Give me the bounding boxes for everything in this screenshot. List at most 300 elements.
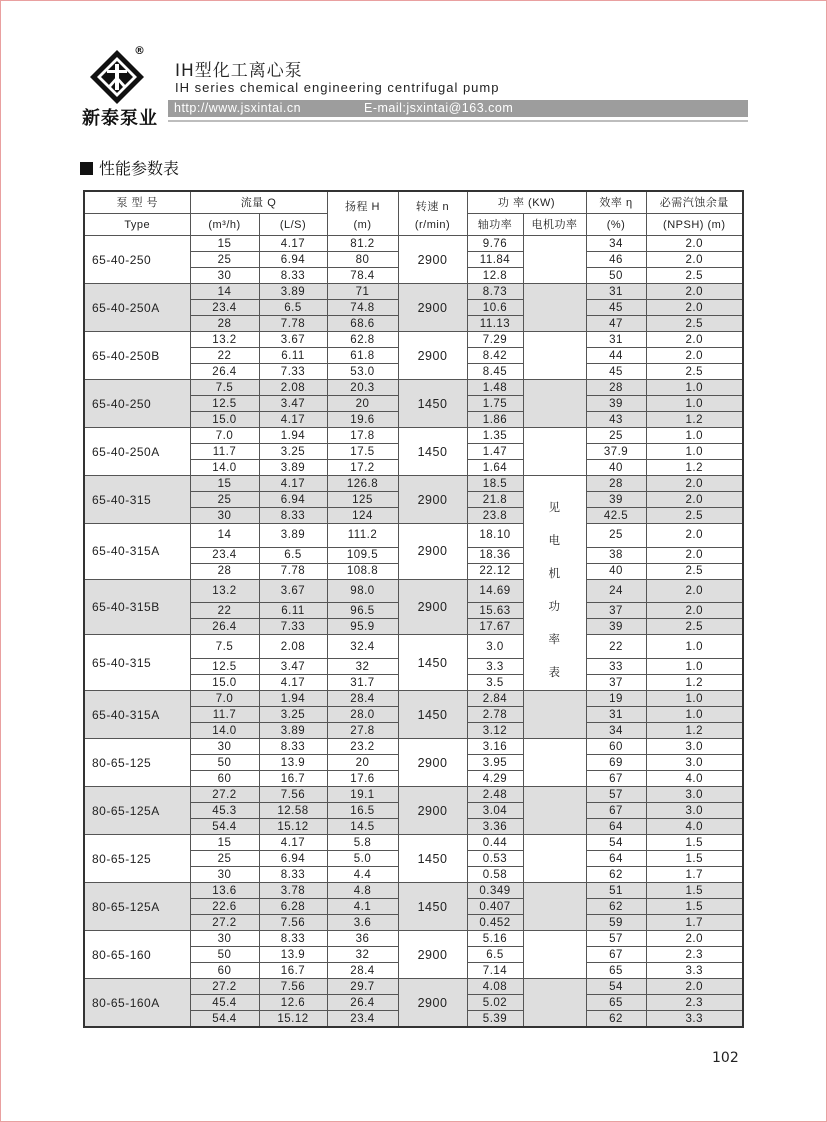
flow-m3h-cell: 30 — [190, 268, 259, 284]
model-cell: 65-40-315B — [84, 579, 190, 635]
speed-cell: 1450 — [398, 691, 467, 739]
header-type-cn: 泵 型 号 — [84, 191, 190, 214]
efficiency-cell: 25 — [586, 524, 646, 548]
flow-m3h-cell: 27.2 — [190, 979, 259, 995]
flow-m3h-cell: 22 — [190, 603, 259, 619]
flow-ls-cell: 6.5 — [259, 547, 327, 563]
flow-m3h-cell: 13.2 — [190, 332, 259, 348]
flow-ls-cell: 7.78 — [259, 316, 327, 332]
head-cell: 3.6 — [327, 915, 398, 931]
flow-ls-cell: 3.25 — [259, 707, 327, 723]
shaft-power-cell: 2.78 — [467, 707, 523, 723]
shaft-power-cell: 3.5 — [467, 675, 523, 691]
efficiency-cell: 54 — [586, 979, 646, 995]
efficiency-cell: 64 — [586, 851, 646, 867]
table-row — [84, 428, 743, 444]
flow-ls-cell: 6.94 — [259, 492, 327, 508]
motor-power-cell — [523, 691, 586, 739]
head-cell: 17.2 — [327, 460, 398, 476]
npsh-cell: 1.0 — [646, 659, 743, 675]
head-cell: 53.0 — [327, 364, 398, 380]
head-cell: 14.5 — [327, 819, 398, 835]
npsh-cell: 2.5 — [646, 619, 743, 635]
npsh-cell: 2.0 — [646, 931, 743, 947]
head-cell: 5.0 — [327, 851, 398, 867]
speed-cell: 2900 — [398, 524, 467, 580]
flow-ls-cell: 12.58 — [259, 803, 327, 819]
head-cell: 78.4 — [327, 268, 398, 284]
flow-m3h-cell: 12.5 — [190, 396, 259, 412]
flow-ls-cell: 3.89 — [259, 524, 327, 548]
shaft-power-cell: 2.48 — [467, 787, 523, 803]
shaft-power-cell: 1.75 — [467, 396, 523, 412]
flow-m3h-cell: 28 — [190, 563, 259, 579]
head-cell: 20 — [327, 396, 398, 412]
efficiency-cell: 50 — [586, 268, 646, 284]
flow-m3h-cell: 60 — [190, 771, 259, 787]
flow-m3h-cell: 28 — [190, 316, 259, 332]
flow-m3h-cell: 15.0 — [190, 412, 259, 428]
speed-cell: 2900 — [398, 579, 467, 635]
motor-power-cell — [523, 931, 586, 979]
flow-ls-cell: 12.6 — [259, 995, 327, 1011]
flow-m3h-cell: 13.2 — [190, 579, 259, 603]
efficiency-cell: 57 — [586, 931, 646, 947]
flow-ls-cell: 8.33 — [259, 739, 327, 755]
flow-m3h-cell: 30 — [190, 867, 259, 883]
npsh-cell: 1.0 — [646, 707, 743, 723]
shaft-power-cell: 0.44 — [467, 835, 523, 851]
model-cell: 80-65-125A — [84, 883, 190, 931]
head-cell: 4.4 — [327, 867, 398, 883]
shaft-power-cell: 3.04 — [467, 803, 523, 819]
flow-m3h-cell: 54.4 — [190, 1011, 259, 1028]
efficiency-cell: 60 — [586, 739, 646, 755]
table-row — [84, 524, 743, 548]
shaft-power-cell: 10.6 — [467, 300, 523, 316]
model-cell: 65-40-250A — [84, 428, 190, 476]
efficiency-cell: 67 — [586, 771, 646, 787]
flow-m3h-cell: 25 — [190, 252, 259, 268]
speed-cell: 2900 — [398, 979, 467, 1028]
model-cell: 65-40-250 — [84, 380, 190, 428]
npsh-cell: 2.0 — [646, 236, 743, 252]
npsh-cell: 2.3 — [646, 947, 743, 963]
header-eff: 效率 η — [586, 191, 646, 214]
npsh-cell: 1.0 — [646, 396, 743, 412]
header-motor-power: 电机功率 — [523, 214, 586, 236]
npsh-cell: 1.0 — [646, 380, 743, 396]
table-row — [84, 635, 743, 659]
shaft-power-cell: 6.5 — [467, 947, 523, 963]
flow-ls-cell: 2.08 — [259, 635, 327, 659]
shaft-power-cell: 3.12 — [467, 723, 523, 739]
flow-m3h-cell: 12.5 — [190, 659, 259, 675]
model-cell: 65-40-250 — [84, 236, 190, 284]
flow-m3h-cell: 22.6 — [190, 899, 259, 915]
efficiency-cell: 34 — [586, 723, 646, 739]
header-eff-unit: (%) — [586, 214, 646, 236]
efficiency-cell: 67 — [586, 803, 646, 819]
speed-cell: 2900 — [398, 931, 467, 979]
model-cell: 80-65-125 — [84, 835, 190, 883]
head-cell: 80 — [327, 252, 398, 268]
table-row — [84, 979, 743, 995]
motor-note-char: 机 — [548, 568, 561, 580]
efficiency-cell: 25 — [586, 428, 646, 444]
shaft-power-cell: 8.42 — [467, 348, 523, 364]
header-shaft-power: 轴功率 — [467, 214, 523, 236]
flow-m3h-cell: 26.4 — [190, 364, 259, 380]
motor-note-char: 功 — [548, 601, 561, 613]
npsh-cell: 2.3 — [646, 995, 743, 1011]
efficiency-cell: 43 — [586, 412, 646, 428]
flow-ls-cell: 3.47 — [259, 396, 327, 412]
header-power: 功 率 (KW) — [467, 191, 586, 214]
shaft-power-cell: 4.29 — [467, 771, 523, 787]
head-cell: 23.2 — [327, 739, 398, 755]
npsh-cell: 1.2 — [646, 460, 743, 476]
table-row — [84, 931, 743, 947]
motor-power-cell — [523, 236, 586, 284]
flow-m3h-cell: 25 — [190, 492, 259, 508]
shaft-power-cell: 21.8 — [467, 492, 523, 508]
header-flow-ls: (L/S) — [259, 214, 327, 236]
speed-cell: 2900 — [398, 739, 467, 787]
flow-ls-cell: 4.17 — [259, 476, 327, 492]
brand-logo — [78, 46, 160, 130]
flow-ls-cell: 8.33 — [259, 508, 327, 524]
npsh-cell: 3.0 — [646, 803, 743, 819]
shaft-power-cell: 3.95 — [467, 755, 523, 771]
flow-ls-cell: 3.25 — [259, 444, 327, 460]
flow-ls-cell: 1.94 — [259, 428, 327, 444]
flow-m3h-cell: 50 — [190, 947, 259, 963]
motor-power-note — [523, 476, 586, 691]
flow-ls-cell: 4.17 — [259, 412, 327, 428]
shaft-power-cell: 3.3 — [467, 659, 523, 675]
flow-m3h-cell: 7.0 — [190, 691, 259, 707]
flow-ls-cell: 16.7 — [259, 771, 327, 787]
head-cell: 124 — [327, 508, 398, 524]
npsh-cell: 1.5 — [646, 883, 743, 899]
head-cell: 29.7 — [327, 979, 398, 995]
efficiency-cell: 39 — [586, 619, 646, 635]
head-cell: 32.4 — [327, 635, 398, 659]
flow-m3h-cell: 7.5 — [190, 380, 259, 396]
shaft-power-cell: 5.02 — [467, 995, 523, 1011]
npsh-cell: 2.5 — [646, 316, 743, 332]
efficiency-cell: 42.5 — [586, 508, 646, 524]
shaft-power-cell: 18.5 — [467, 476, 523, 492]
shaft-power-cell: 7.29 — [467, 332, 523, 348]
flow-m3h-cell: 26.4 — [190, 619, 259, 635]
efficiency-cell: 31 — [586, 284, 646, 300]
head-cell: 81.2 — [327, 236, 398, 252]
page-number: 102 — [712, 1050, 739, 1066]
head-cell: 4.8 — [327, 883, 398, 899]
efficiency-cell: 62 — [586, 867, 646, 883]
section-heading — [80, 156, 179, 179]
npsh-cell: 2.0 — [646, 332, 743, 348]
flow-ls-cell: 13.9 — [259, 755, 327, 771]
npsh-cell: 2.5 — [646, 268, 743, 284]
efficiency-cell: 39 — [586, 492, 646, 508]
efficiency-cell: 64 — [586, 819, 646, 835]
flow-ls-cell: 1.94 — [259, 691, 327, 707]
efficiency-cell: 65 — [586, 995, 646, 1011]
flow-m3h-cell: 27.2 — [190, 915, 259, 931]
flow-ls-cell: 7.56 — [259, 979, 327, 995]
flow-m3h-cell: 14 — [190, 524, 259, 548]
npsh-cell: 1.5 — [646, 899, 743, 915]
model-cell: 65-40-315A — [84, 691, 190, 739]
npsh-cell: 2.5 — [646, 563, 743, 579]
efficiency-cell: 57 — [586, 787, 646, 803]
shaft-power-cell: 4.08 — [467, 979, 523, 995]
flow-m3h-cell: 25 — [190, 851, 259, 867]
header-head: 扬程 H (m) — [327, 191, 398, 236]
npsh-cell: 1.0 — [646, 444, 743, 460]
website-link[interactable]: http://www.jsxintai.cn — [174, 101, 302, 115]
flow-ls-cell: 7.33 — [259, 619, 327, 635]
speed-cell: 2900 — [398, 332, 467, 380]
npsh-cell: 1.2 — [646, 723, 743, 739]
flow-ls-cell: 6.94 — [259, 252, 327, 268]
speed-cell: 2900 — [398, 236, 467, 284]
speed-cell: 1450 — [398, 380, 467, 428]
head-cell: 32 — [327, 947, 398, 963]
flow-m3h-cell: 45.3 — [190, 803, 259, 819]
npsh-cell: 4.0 — [646, 771, 743, 787]
shaft-power-cell: 14.69 — [467, 579, 523, 603]
npsh-cell: 2.0 — [646, 492, 743, 508]
header-type-en: Type — [84, 214, 190, 236]
flow-ls-cell: 8.33 — [259, 268, 327, 284]
motor-power-cell — [523, 332, 586, 380]
shaft-power-cell: 3.36 — [467, 819, 523, 835]
flow-ls-cell: 4.17 — [259, 236, 327, 252]
flow-m3h-cell: 15 — [190, 835, 259, 851]
speed-cell: 2900 — [398, 284, 467, 332]
header-speed: 转速 n (r/min) — [398, 191, 467, 236]
motor-note-char: 见 — [548, 502, 561, 514]
flow-m3h-cell: 50 — [190, 755, 259, 771]
table-row — [84, 236, 743, 252]
head-cell: 62.8 — [327, 332, 398, 348]
head-cell: 28.4 — [327, 691, 398, 707]
flow-ls-cell: 3.47 — [259, 659, 327, 675]
shaft-power-cell: 11.13 — [467, 316, 523, 332]
npsh-cell: 1.7 — [646, 867, 743, 883]
table-row — [84, 284, 743, 300]
head-cell: 28.4 — [327, 963, 398, 979]
shaft-power-cell: 15.63 — [467, 603, 523, 619]
efficiency-cell: 51 — [586, 883, 646, 899]
efficiency-cell: 19 — [586, 691, 646, 707]
efficiency-cell: 28 — [586, 476, 646, 492]
efficiency-cell: 45 — [586, 300, 646, 316]
efficiency-cell: 45 — [586, 364, 646, 380]
model-cell: 80-65-160 — [84, 931, 190, 979]
flow-m3h-cell: 14.0 — [190, 723, 259, 739]
shaft-power-cell: 1.47 — [467, 444, 523, 460]
header-npsh: 必需汽蚀余量 — [646, 191, 743, 214]
flow-m3h-cell: 22 — [190, 348, 259, 364]
model-cell: 80-65-125A — [84, 787, 190, 835]
table-row — [84, 332, 743, 348]
shaft-power-cell: 18.10 — [467, 524, 523, 548]
flow-m3h-cell: 7.5 — [190, 635, 259, 659]
head-cell: 95.9 — [327, 619, 398, 635]
npsh-cell: 3.0 — [646, 755, 743, 771]
table-row — [84, 380, 743, 396]
head-cell: 19.1 — [327, 787, 398, 803]
square-bullet-icon — [80, 162, 93, 175]
efficiency-cell: 46 — [586, 252, 646, 268]
flow-m3h-cell: 45.4 — [190, 995, 259, 1011]
header-flow: 流量 Q — [190, 191, 327, 214]
head-cell: 125 — [327, 492, 398, 508]
registered-mark: ® — [134, 44, 145, 57]
efficiency-cell: 62 — [586, 1011, 646, 1028]
shaft-power-cell: 1.86 — [467, 412, 523, 428]
efficiency-cell: 28 — [586, 380, 646, 396]
shaft-power-cell: 22.12 — [467, 563, 523, 579]
flow-m3h-cell: 30 — [190, 739, 259, 755]
motor-power-cell — [523, 835, 586, 883]
flow-m3h-cell: 60 — [190, 963, 259, 979]
model-cell: 65-40-315 — [84, 476, 190, 524]
efficiency-cell: 38 — [586, 547, 646, 563]
performance-table — [83, 190, 744, 1028]
flow-ls-cell: 3.67 — [259, 579, 327, 603]
efficiency-cell: 37 — [586, 675, 646, 691]
email-link[interactable]: E-mail:jsxintai@163.com — [364, 101, 514, 115]
efficiency-cell: 40 — [586, 563, 646, 579]
model-cell: 65-40-250A — [84, 284, 190, 332]
npsh-cell: 2.0 — [646, 603, 743, 619]
flow-ls-cell: 6.28 — [259, 899, 327, 915]
npsh-cell: 3.3 — [646, 1011, 743, 1028]
shaft-power-cell: 18.36 — [467, 547, 523, 563]
table-row — [84, 476, 743, 492]
head-cell: 28.0 — [327, 707, 398, 723]
efficiency-cell: 59 — [586, 915, 646, 931]
head-cell: 4.1 — [327, 899, 398, 915]
model-cell: 65-40-315 — [84, 635, 190, 691]
npsh-cell: 2.0 — [646, 579, 743, 603]
flow-m3h-cell: 15.0 — [190, 675, 259, 691]
head-cell: 32 — [327, 659, 398, 675]
npsh-cell: 2.0 — [646, 979, 743, 995]
flow-m3h-cell: 30 — [190, 508, 259, 524]
npsh-cell: 1.7 — [646, 915, 743, 931]
flow-ls-cell: 8.33 — [259, 867, 327, 883]
motor-power-cell — [523, 979, 586, 1028]
head-cell: 96.5 — [327, 603, 398, 619]
table-row — [84, 691, 743, 707]
shaft-power-cell: 9.76 — [467, 236, 523, 252]
flow-ls-cell: 3.89 — [259, 284, 327, 300]
flow-ls-cell: 3.67 — [259, 332, 327, 348]
npsh-cell: 4.0 — [646, 819, 743, 835]
flow-ls-cell: 7.78 — [259, 563, 327, 579]
motor-power-cell — [523, 787, 586, 835]
flow-m3h-cell: 11.7 — [190, 444, 259, 460]
motor-power-cell — [523, 380, 586, 428]
shaft-power-cell: 7.14 — [467, 963, 523, 979]
efficiency-cell: 54 — [586, 835, 646, 851]
npsh-cell: 2.5 — [646, 364, 743, 380]
head-cell: 27.8 — [327, 723, 398, 739]
contact-bar — [168, 100, 748, 117]
shaft-power-cell: 1.64 — [467, 460, 523, 476]
flow-ls-cell: 6.5 — [259, 300, 327, 316]
flow-m3h-cell: 23.4 — [190, 300, 259, 316]
head-cell: 111.2 — [327, 524, 398, 548]
head-cell: 98.0 — [327, 579, 398, 603]
head-cell: 26.4 — [327, 995, 398, 1011]
efficiency-cell: 33 — [586, 659, 646, 675]
speed-cell: 1450 — [398, 635, 467, 691]
shaft-power-cell: 3.0 — [467, 635, 523, 659]
head-cell: 19.6 — [327, 412, 398, 428]
motor-power-cell — [523, 883, 586, 931]
flow-m3h-cell: 11.7 — [190, 707, 259, 723]
flow-ls-cell: 7.56 — [259, 915, 327, 931]
shaft-power-cell: 1.35 — [467, 428, 523, 444]
speed-cell: 1450 — [398, 428, 467, 476]
npsh-cell: 2.0 — [646, 300, 743, 316]
head-cell: 17.5 — [327, 444, 398, 460]
title-cn: IH型化工离心泵 — [175, 61, 303, 81]
shaft-power-cell: 0.452 — [467, 915, 523, 931]
flow-m3h-cell: 27.2 — [190, 787, 259, 803]
head-cell: 20.3 — [327, 380, 398, 396]
npsh-cell: 2.0 — [646, 348, 743, 364]
flow-m3h-cell: 54.4 — [190, 819, 259, 835]
flow-ls-cell: 7.33 — [259, 364, 327, 380]
head-cell: 5.8 — [327, 835, 398, 851]
flow-m3h-cell: 14 — [190, 284, 259, 300]
speed-cell: 1450 — [398, 883, 467, 931]
efficiency-cell: 34 — [586, 236, 646, 252]
efficiency-cell: 44 — [586, 348, 646, 364]
shaft-power-cell: 0.58 — [467, 867, 523, 883]
efficiency-cell: 37.9 — [586, 444, 646, 460]
flow-m3h-cell: 15 — [190, 476, 259, 492]
flow-ls-cell: 15.12 — [259, 1011, 327, 1028]
npsh-cell: 2.5 — [646, 508, 743, 524]
efficiency-cell: 65 — [586, 963, 646, 979]
head-cell: 17.6 — [327, 771, 398, 787]
shaft-power-cell: 0.349 — [467, 883, 523, 899]
flow-ls-cell: 2.08 — [259, 380, 327, 396]
shaft-power-cell: 12.8 — [467, 268, 523, 284]
efficiency-cell: 37 — [586, 603, 646, 619]
efficiency-cell: 47 — [586, 316, 646, 332]
head-cell: 16.5 — [327, 803, 398, 819]
npsh-cell: 2.0 — [646, 547, 743, 563]
efficiency-cell: 67 — [586, 947, 646, 963]
head-cell: 20 — [327, 755, 398, 771]
motor-power-cell — [523, 739, 586, 787]
flow-m3h-cell: 7.0 — [190, 428, 259, 444]
model-cell: 80-65-160A — [84, 979, 190, 1028]
head-cell: 36 — [327, 931, 398, 947]
shaft-power-cell: 23.8 — [467, 508, 523, 524]
